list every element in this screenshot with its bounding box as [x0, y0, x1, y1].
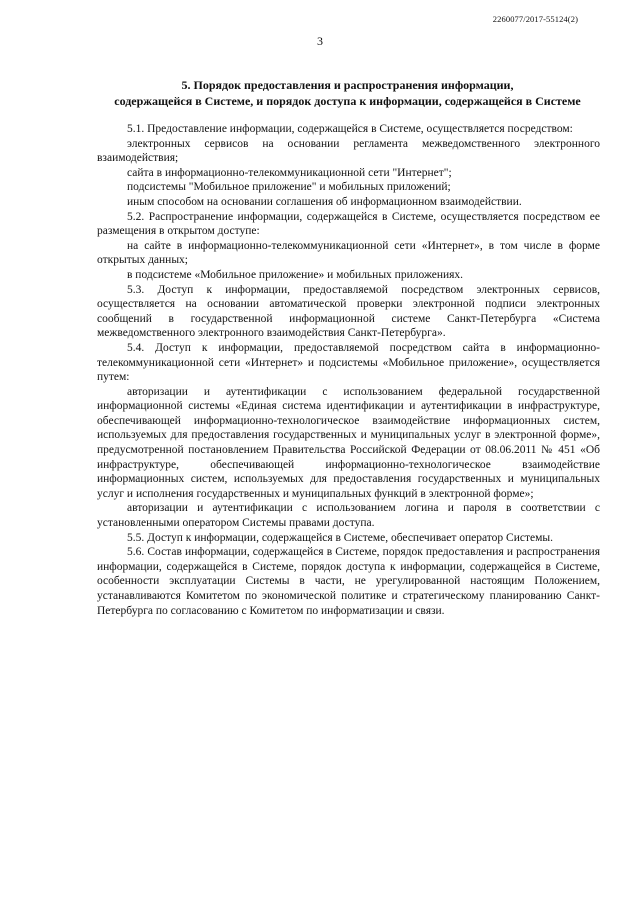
list-item-esia-auth: авторизации и аутентификации с использованием федеральной государственной информационной системы «Единая система идентификации и аутентификации в инфраструктуре, обеспечивающей информационно-технологическое взаимодействие информационных систем, используемых для предоставления государственных и муниципальных услуг в электронной форме», предусмотренной постановлением Правительства Российской Федерации от 08.06.2011 № 451 «Об инфраструктуре, обеспечивающей информационно-технологическое взаимодействие информационных систем, используемых для предоставления государственных и муниципальных услуг и исполнения государственных и муниципальных функций в электронной форме»;	[97, 385, 600, 500]
paragraph-5-5: 5.5. Доступ к информации, содержащейся в Системе, обеспечивает оператор Системы.	[127, 531, 553, 544]
paragraph-5-6: 5.6. Состав информации, содержащейся в Системе, порядок предоставления и распространения информации, содержащейся в Системе, порядок доступа к информации, содержащейся в Системе, особенности эксплуатации Системы в части, не урегулированной настоящим Положением, устанавливаются Комитетом по экономической политике и стратегическому планированию Санкт-Петербурга по согласованию с Комитетом по информатизации и связи.	[97, 546, 600, 617]
list-item-website: сайта в информационно-телекоммуникационной сети "Интернет";	[127, 166, 452, 179]
list-item-website-open-data: на сайте в информационно-телекоммуникационной сети «Интернет», в том числе в форме открытых данных;	[97, 239, 600, 267]
section-heading-line-1: 5. Порядок предоставления и распространения информации,	[181, 78, 514, 92]
section-heading	[90, 77, 605, 109]
paragraph-5-2: 5.2. Распространение информации, содержащейся в Системе, осуществляется посредством ее размещения в открытом доступе:	[97, 210, 600, 238]
list-item-mobile-apps: в подсистеме «Мобильное приложение» и мобильных приложениях.	[127, 268, 464, 281]
list-item-electronic-services: электронных сервисов на основании регламента межведомственного электронного взаимодействия;	[97, 137, 600, 165]
list-item-other-means: иным способом на основании соглашения об информационном взаимодействии.	[127, 195, 522, 208]
paragraph-5-4: 5.4. Доступ к информации, предоставляемой посредством сайта в информационно-телекоммуникационной сети «Интернет» и подсистемы «Мобильное приложение», осуществляется путем:	[97, 341, 600, 384]
page-number: 3	[317, 34, 323, 48]
paragraph-5-3: 5.3. Доступ к информации, предоставляемой посредством электронных сервисов, осуществляется на основании автоматической проверки электронной подписи электронных сообщений в государственной информационной системе Санкт-Петербурга «Система межведомственного электронного взаимодействия Санкт-Петербурга».	[97, 283, 600, 340]
document-number: 2260077/2017-55124(2)	[492, 14, 578, 24]
list-item-mobile-subsystem: подсистемы "Мобильное приложение" и мобильных приложений;	[127, 181, 451, 194]
section-body	[97, 122, 600, 618]
paragraph-5-1: 5.1. Предоставление информации, содержащейся в Системе, осуществляется посредством:	[127, 123, 573, 135]
list-item-login-auth: авторизации и аутентификации с использованием логина и пароля в соответствии с установленными оператором Системы правами доступа.	[97, 502, 600, 530]
section-heading-line-2: содержащейся в Системе, и порядок доступа к информации, содержащейся в Системе	[114, 94, 581, 108]
